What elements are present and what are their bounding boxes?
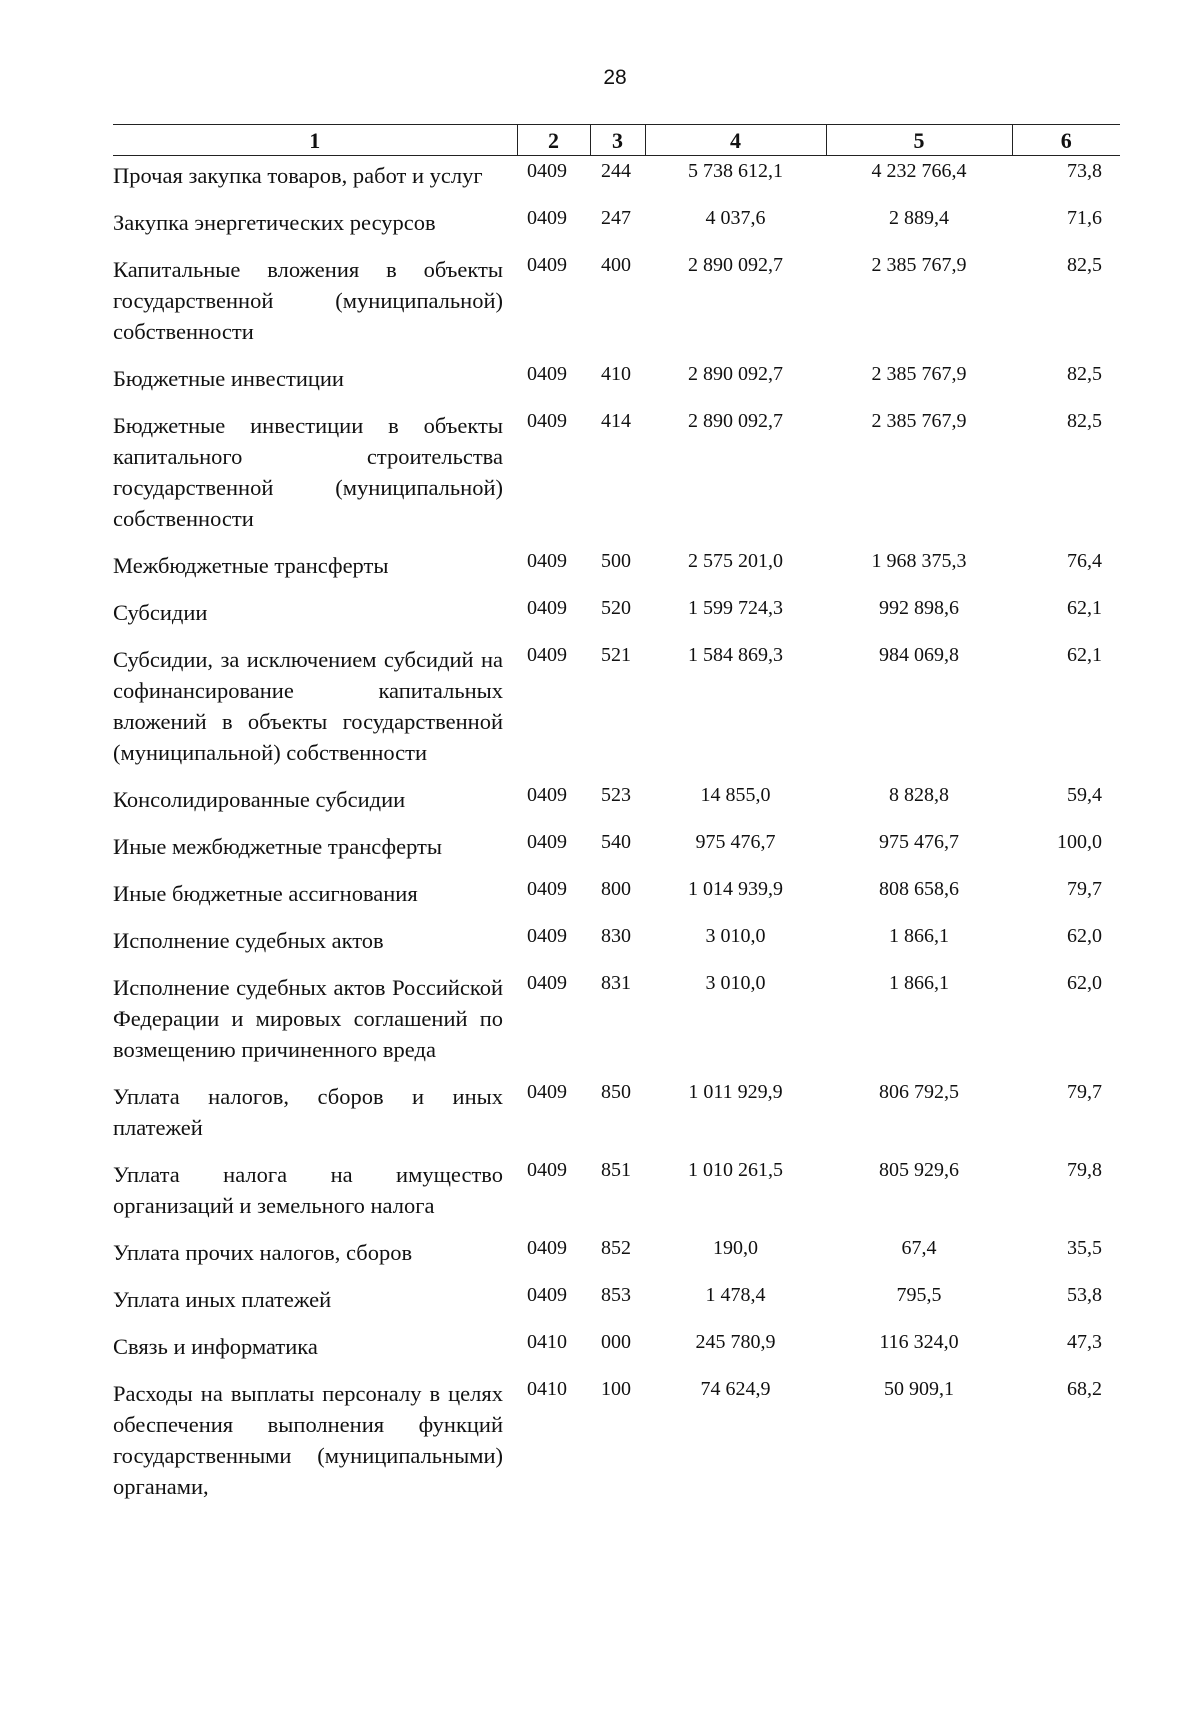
row-planned-amount: 975 476,7 bbox=[695, 831, 776, 853]
row-expense-type-code: 830 bbox=[601, 925, 631, 947]
table-row bbox=[113, 1155, 1120, 1233]
row-expense-type-code: 850 bbox=[601, 1081, 631, 1103]
row-section-code: 0409 bbox=[527, 207, 567, 229]
row-execution-percent: 59,4 bbox=[1067, 784, 1102, 806]
row-section-code: 0409 bbox=[527, 1284, 567, 1306]
row-expense-type-code: 244 bbox=[601, 160, 631, 182]
row-execution-percent: 35,5 bbox=[1067, 1237, 1102, 1259]
row-actual-amount: 2 385 767,9 bbox=[871, 410, 967, 432]
row-actual-amount: 116 324,0 bbox=[879, 1331, 959, 1353]
row-section-code: 0409 bbox=[527, 784, 567, 806]
row-expense-type-code: 500 bbox=[601, 550, 631, 572]
row-actual-amount: 8 828,8 bbox=[889, 784, 949, 806]
row-planned-amount: 2 890 092,7 bbox=[688, 363, 783, 385]
table-row bbox=[113, 827, 1120, 874]
row-actual-amount: 795,5 bbox=[896, 1284, 942, 1306]
header-col-1: 1 bbox=[113, 125, 517, 156]
row-name: Межбюджетные трансферты bbox=[113, 553, 389, 578]
row-name: Уплата налогов, сборов и иных платежей bbox=[113, 1084, 503, 1140]
table-row bbox=[113, 359, 1120, 406]
row-section-code: 0410 bbox=[527, 1378, 567, 1400]
row-name: Уплата прочих налогов, сборов bbox=[113, 1240, 413, 1265]
header-col-2: 2 bbox=[517, 125, 590, 156]
row-planned-amount: 2 890 092,7 bbox=[688, 254, 783, 276]
row-section-code: 0409 bbox=[527, 1159, 567, 1181]
row-execution-percent: 82,5 bbox=[1067, 254, 1102, 276]
row-section-code: 0409 bbox=[527, 644, 567, 666]
row-name: Иные межбюджетные трансферты bbox=[113, 834, 443, 859]
row-planned-amount: 74 624,9 bbox=[700, 1378, 771, 1400]
row-actual-amount: 805 929,6 bbox=[879, 1159, 959, 1181]
table-row bbox=[113, 546, 1120, 593]
row-actual-amount: 984 069,8 bbox=[879, 644, 959, 666]
page-number: 28 bbox=[603, 66, 627, 89]
row-name: Уплата налога на имущество организаций и земельного налога bbox=[113, 1162, 503, 1218]
row-section-code: 0409 bbox=[527, 597, 567, 619]
row-name: Расходы на выплаты персоналу в целях обеспечения выполнения функций государственными (муниципальными) органами, bbox=[113, 1381, 503, 1499]
row-planned-amount: 1 599 724,3 bbox=[688, 597, 783, 619]
row-actual-amount: 975 476,7 bbox=[879, 831, 959, 853]
row-expense-type-code: 520 bbox=[601, 597, 631, 619]
row-section-code: 0409 bbox=[527, 925, 567, 947]
table-row bbox=[113, 874, 1120, 921]
row-name: Иные бюджетные ассигнования bbox=[113, 881, 418, 906]
header-col-4: 4 bbox=[645, 125, 826, 156]
table-row bbox=[113, 1077, 1120, 1155]
table-row bbox=[113, 921, 1120, 968]
table-row bbox=[113, 1280, 1120, 1327]
row-name: Связь и информатика bbox=[113, 1334, 318, 1359]
row-section-code: 0409 bbox=[527, 254, 567, 276]
table-row bbox=[113, 203, 1120, 250]
row-name: Исполнение судебных актов Российской Федерации и мировых соглашений по возмещению причиненного вреда bbox=[113, 975, 503, 1062]
row-expense-type-code: 853 bbox=[601, 1284, 631, 1306]
row-name: Субсидии bbox=[113, 600, 208, 625]
table-row bbox=[113, 406, 1120, 546]
row-actual-amount: 1 866,1 bbox=[889, 925, 949, 947]
row-planned-amount: 4 037,6 bbox=[705, 207, 766, 229]
row-section-code: 0409 bbox=[527, 410, 567, 432]
header-row bbox=[113, 125, 1120, 156]
table-row bbox=[113, 593, 1120, 640]
header-col-3: 3 bbox=[590, 125, 645, 156]
table-row bbox=[113, 1374, 1120, 1514]
row-actual-amount: 2 385 767,9 bbox=[871, 363, 967, 385]
row-actual-amount: 806 792,5 bbox=[879, 1081, 959, 1103]
row-section-code: 0409 bbox=[527, 1237, 567, 1259]
row-execution-percent: 71,6 bbox=[1067, 207, 1102, 229]
row-planned-amount: 2 575 201,0 bbox=[688, 550, 783, 572]
table-row bbox=[113, 250, 1120, 359]
row-section-code: 0409 bbox=[527, 878, 567, 900]
row-name: Бюджетные инвестиции в объекты капитального строительства государственной (муниципальной) собственности bbox=[113, 413, 503, 531]
table-header bbox=[113, 125, 1120, 156]
row-planned-amount: 5 738 612,1 bbox=[688, 160, 783, 182]
row-expense-type-code: 523 bbox=[601, 784, 631, 806]
header-col-5: 5 bbox=[826, 125, 1012, 156]
table-row bbox=[113, 640, 1120, 780]
row-name: Уплата иных платежей bbox=[113, 1287, 332, 1312]
row-section-code: 0409 bbox=[527, 363, 567, 385]
table-row bbox=[113, 1233, 1120, 1280]
row-execution-percent: 82,5 bbox=[1067, 363, 1102, 385]
row-expense-type-code: 831 bbox=[601, 972, 631, 994]
row-actual-amount: 1 968 375,3 bbox=[871, 550, 967, 572]
row-actual-amount: 1 866,1 bbox=[889, 972, 949, 994]
table-row bbox=[113, 156, 1120, 204]
row-name: Субсидии, за исключением субсидий на софинансирование капитальных вложений в объекты государственной (муниципальной) собственности bbox=[113, 647, 503, 765]
row-planned-amount: 1 011 929,9 bbox=[688, 1081, 783, 1103]
row-planned-amount: 1 014 939,9 bbox=[688, 878, 783, 900]
row-actual-amount: 992 898,6 bbox=[879, 597, 959, 619]
row-execution-percent: 79,8 bbox=[1067, 1159, 1102, 1181]
row-planned-amount: 190,0 bbox=[713, 1237, 758, 1259]
row-expense-type-code: 247 bbox=[601, 207, 631, 229]
row-execution-percent: 62,1 bbox=[1067, 597, 1102, 619]
row-name: Бюджетные инвестиции bbox=[113, 366, 344, 391]
table-row bbox=[113, 780, 1120, 827]
row-execution-percent: 47,3 bbox=[1067, 1331, 1102, 1353]
budget-execution-table bbox=[113, 124, 1120, 1514]
row-expense-type-code: 521 bbox=[601, 644, 631, 666]
row-name: Прочая закупка товаров, работ и услуг bbox=[113, 163, 483, 188]
header-col-6: 6 bbox=[1012, 125, 1120, 156]
row-execution-percent: 62,0 bbox=[1067, 925, 1102, 947]
row-actual-amount: 808 658,6 bbox=[879, 878, 959, 900]
row-planned-amount: 245 780,9 bbox=[695, 1331, 776, 1353]
row-expense-type-code: 414 bbox=[601, 410, 631, 432]
row-section-code: 0409 bbox=[527, 1081, 567, 1103]
row-name: Консолидированные субсидии bbox=[113, 787, 406, 812]
row-actual-amount: 50 909,1 bbox=[884, 1378, 954, 1400]
row-expense-type-code: 410 bbox=[601, 363, 631, 385]
row-expense-type-code: 000 bbox=[601, 1331, 631, 1353]
row-execution-percent: 79,7 bbox=[1067, 878, 1102, 900]
row-execution-percent: 68,2 bbox=[1067, 1378, 1102, 1400]
row-section-code: 0410 bbox=[527, 1331, 567, 1353]
row-execution-percent: 62,0 bbox=[1067, 972, 1102, 994]
row-expense-type-code: 852 bbox=[601, 1237, 631, 1259]
row-execution-percent: 62,1 bbox=[1067, 644, 1102, 666]
row-section-code: 0409 bbox=[527, 160, 567, 182]
row-section-code: 0409 bbox=[527, 972, 567, 994]
row-planned-amount: 1 010 261,5 bbox=[688, 1159, 783, 1181]
row-actual-amount: 2 385 767,9 bbox=[871, 254, 967, 276]
row-planned-amount: 14 855,0 bbox=[700, 784, 771, 806]
row-planned-amount: 2 890 092,7 bbox=[688, 410, 783, 432]
table-row bbox=[113, 968, 1120, 1077]
table-body bbox=[113, 156, 1120, 1515]
row-actual-amount: 4 232 766,4 bbox=[871, 160, 967, 182]
row-planned-amount: 1 584 869,3 bbox=[688, 644, 783, 666]
row-planned-amount: 3 010,0 bbox=[705, 972, 766, 994]
row-actual-amount: 67,4 bbox=[901, 1237, 937, 1259]
row-execution-percent: 82,5 bbox=[1067, 410, 1102, 432]
row-expense-type-code: 851 bbox=[601, 1159, 631, 1181]
row-execution-percent: 53,8 bbox=[1067, 1284, 1102, 1306]
row-expense-type-code: 800 bbox=[601, 878, 631, 900]
row-expense-type-code: 100 bbox=[601, 1378, 631, 1400]
row-name: Капитальные вложения в объекты государственной (муниципальной) собственности bbox=[113, 257, 503, 344]
row-execution-percent: 100,0 bbox=[1057, 831, 1102, 853]
row-name: Исполнение судебных актов bbox=[113, 928, 384, 953]
row-execution-percent: 76,4 bbox=[1067, 550, 1102, 572]
row-planned-amount: 1 478,4 bbox=[705, 1284, 766, 1306]
row-section-code: 0409 bbox=[527, 550, 567, 572]
row-name: Закупка энергетических ресурсов bbox=[113, 210, 436, 235]
row-execution-percent: 79,7 bbox=[1067, 1081, 1102, 1103]
row-actual-amount: 2 889,4 bbox=[889, 207, 949, 229]
row-planned-amount: 3 010,0 bbox=[705, 925, 766, 947]
table-row bbox=[113, 1327, 1120, 1374]
row-execution-percent: 73,8 bbox=[1067, 160, 1102, 182]
row-expense-type-code: 540 bbox=[601, 831, 631, 853]
row-expense-type-code: 400 bbox=[601, 254, 631, 276]
row-section-code: 0409 bbox=[527, 831, 567, 853]
